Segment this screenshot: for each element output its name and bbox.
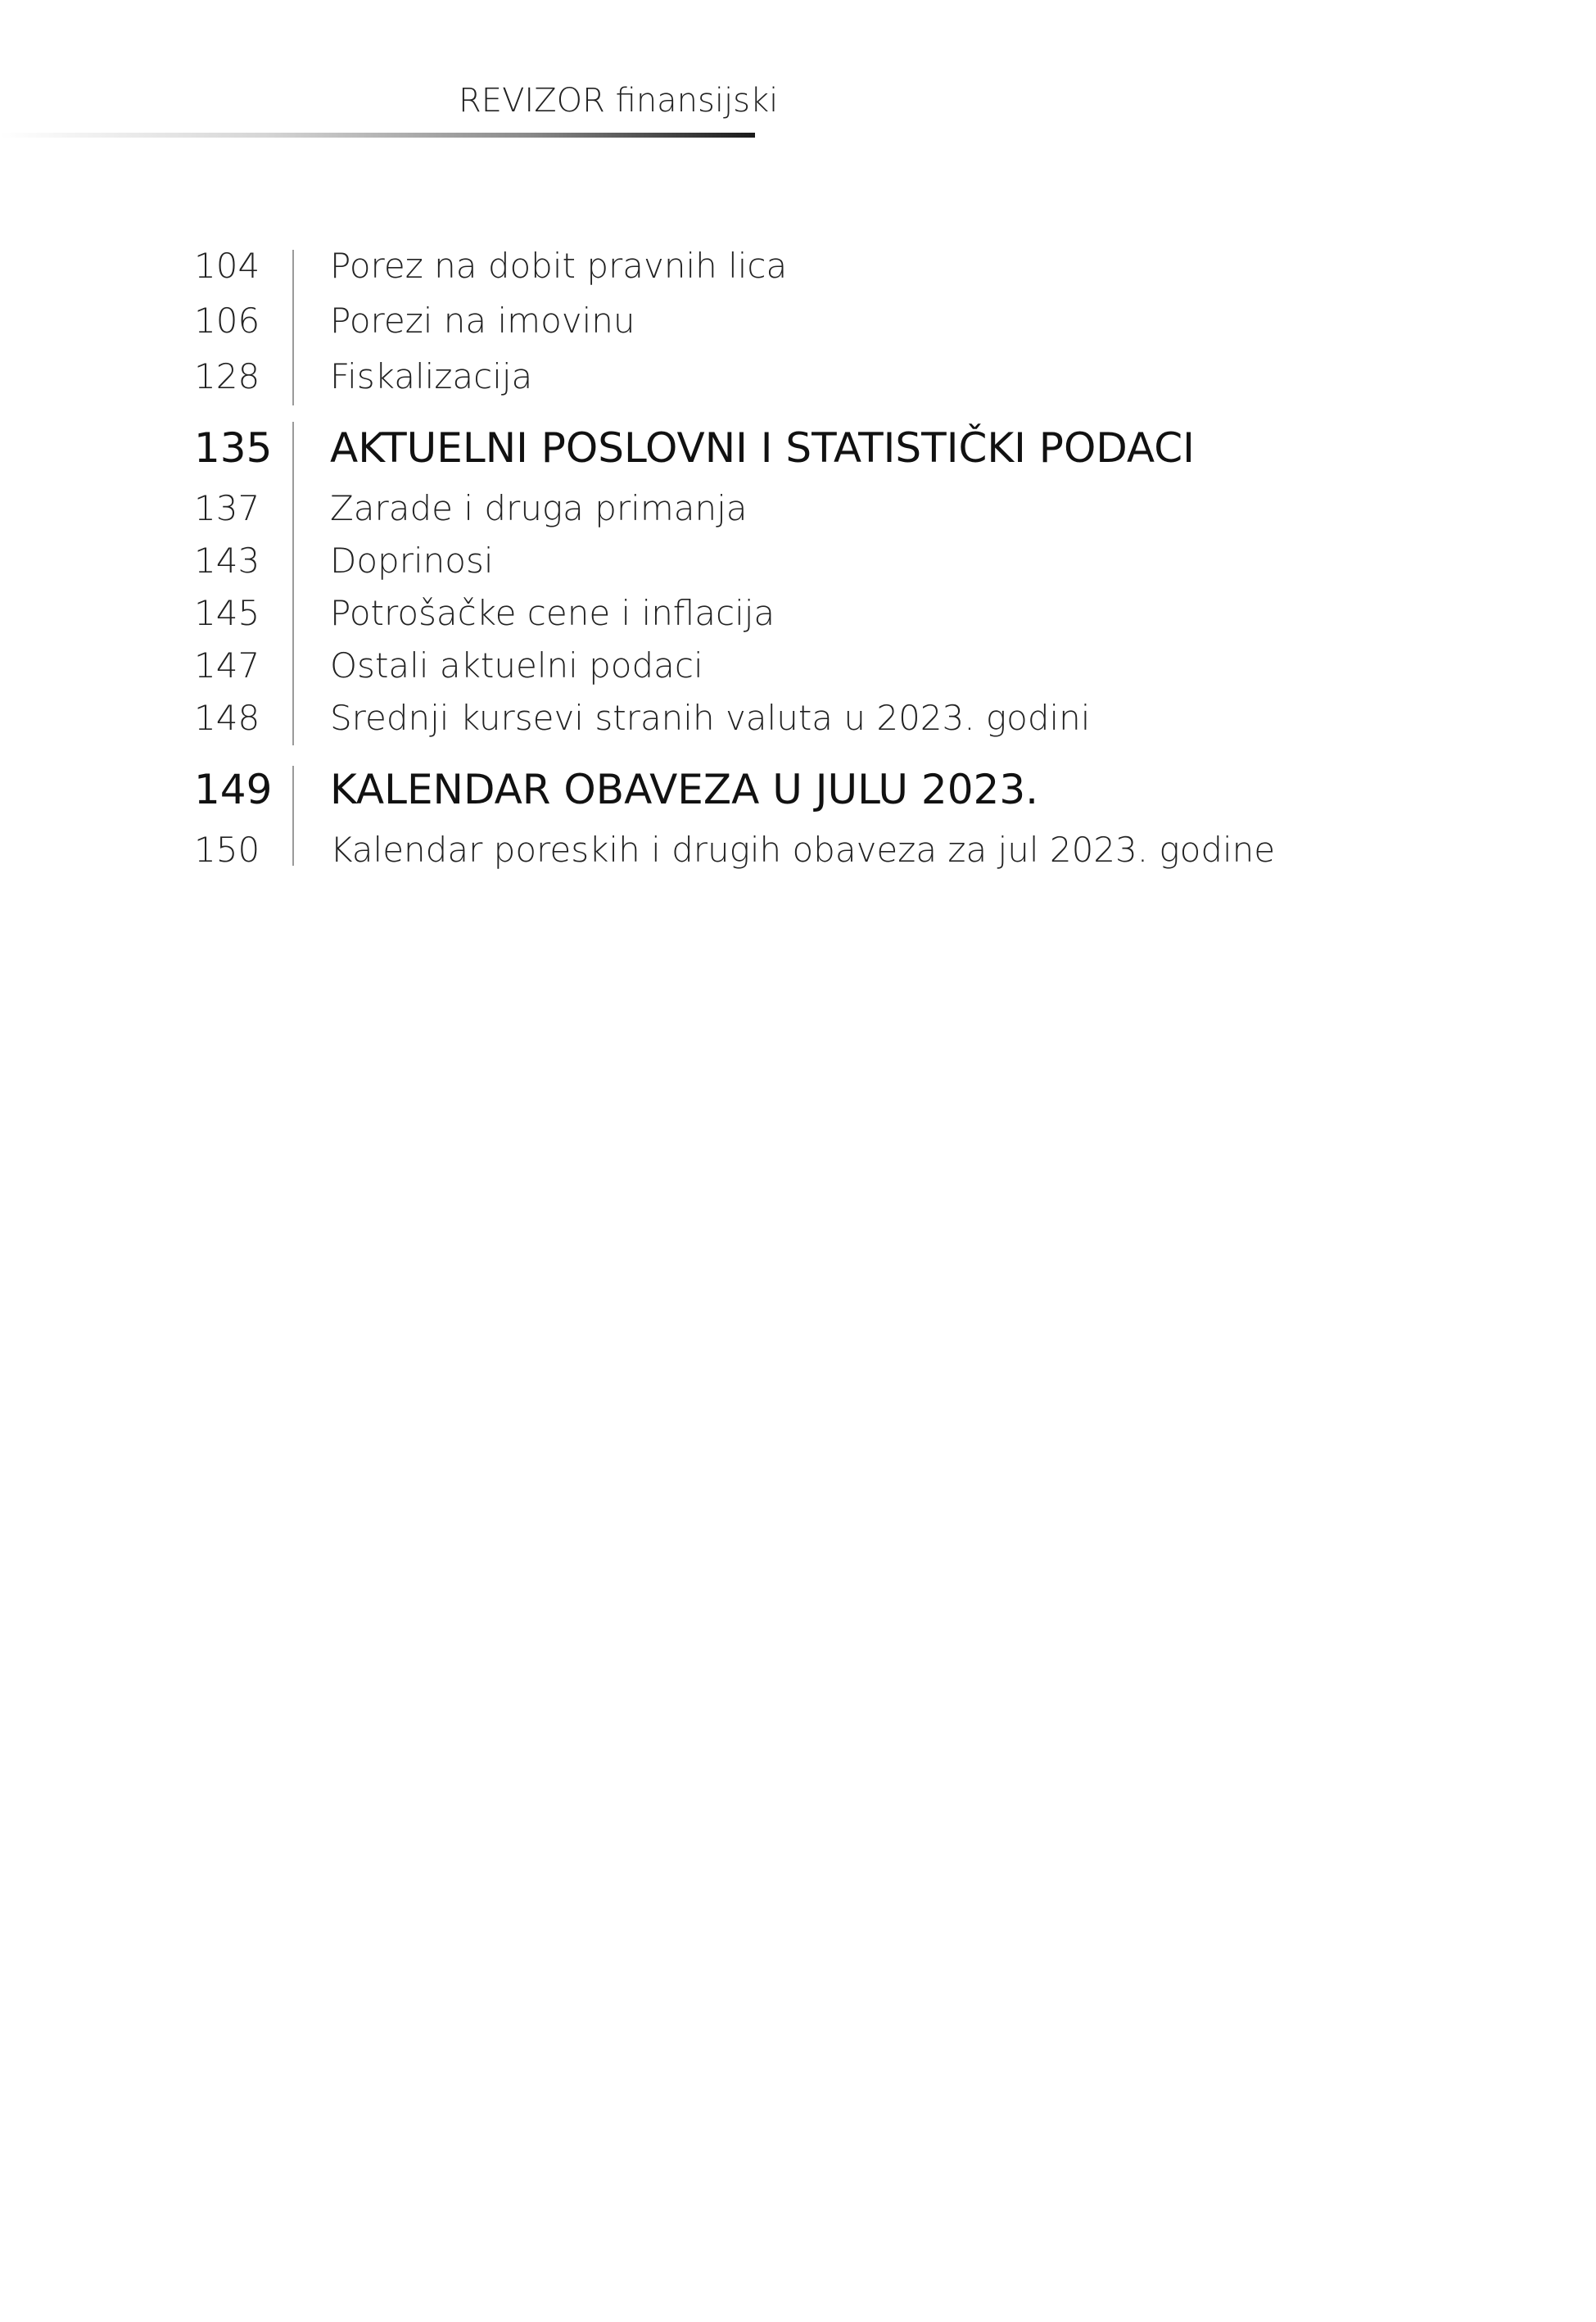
toc-section-heading[interactable] — [0, 761, 1596, 818]
toc-entry[interactable] — [0, 296, 1596, 346]
toc-entry-title: Kalendar poreskih i drugih obaveza za jul 2023. godine — [330, 830, 1276, 870]
toc-entry-title: Potrošačke cene i inflacija — [330, 593, 775, 633]
toc-entry-title: Zarade i druga primanja — [330, 488, 748, 528]
toc-section-title: AKTUELNI POSLOVNI I STATISTIČKI PODACI — [330, 424, 1195, 472]
toc-entry-title: Fiskalizacija — [330, 356, 533, 396]
toc-page-number: 148 — [194, 698, 260, 738]
toc-entry[interactable] — [0, 641, 1596, 690]
toc-page-number: 143 — [194, 541, 260, 581]
toc-page-number: 137 — [194, 488, 260, 528]
toc-entry-title: Ostali aktuelni podaci — [330, 645, 703, 686]
header-rule — [0, 133, 755, 138]
toc-section-title: KALENDAR OBAVEZA U JULU 2023. — [330, 766, 1039, 813]
toc-entry[interactable] — [0, 826, 1596, 875]
toc-entry-title: Porez na dobit pravnih lica — [330, 246, 788, 286]
toc-entry[interactable] — [0, 242, 1596, 291]
toc-entry-title: Srednji kursevi stranih valuta u 2023. godini — [330, 698, 1091, 738]
toc-entry-title: Porezi na imovinu — [330, 301, 635, 341]
toc-entry[interactable] — [0, 352, 1596, 401]
toc-page-number: 128 — [194, 356, 260, 396]
toc-page-number: 149 — [194, 766, 273, 813]
page-header — [0, 0, 1596, 147]
toc-section-heading[interactable] — [0, 419, 1596, 477]
toc-page-number: 150 — [194, 830, 260, 870]
toc-entry[interactable] — [0, 694, 1596, 743]
toc-entry[interactable] — [0, 536, 1596, 586]
toc-page-number: 106 — [194, 301, 260, 341]
toc-page-number: 145 — [194, 593, 260, 633]
publication-title: REVIZOR finansijski — [459, 82, 779, 120]
toc-page-number: 104 — [194, 246, 260, 286]
toc-entry[interactable] — [0, 484, 1596, 533]
toc-entry[interactable] — [0, 589, 1596, 638]
toc-page-number: 147 — [194, 645, 260, 686]
toc-entry-title: Doprinosi — [330, 541, 494, 581]
toc-page-number: 135 — [194, 424, 273, 472]
